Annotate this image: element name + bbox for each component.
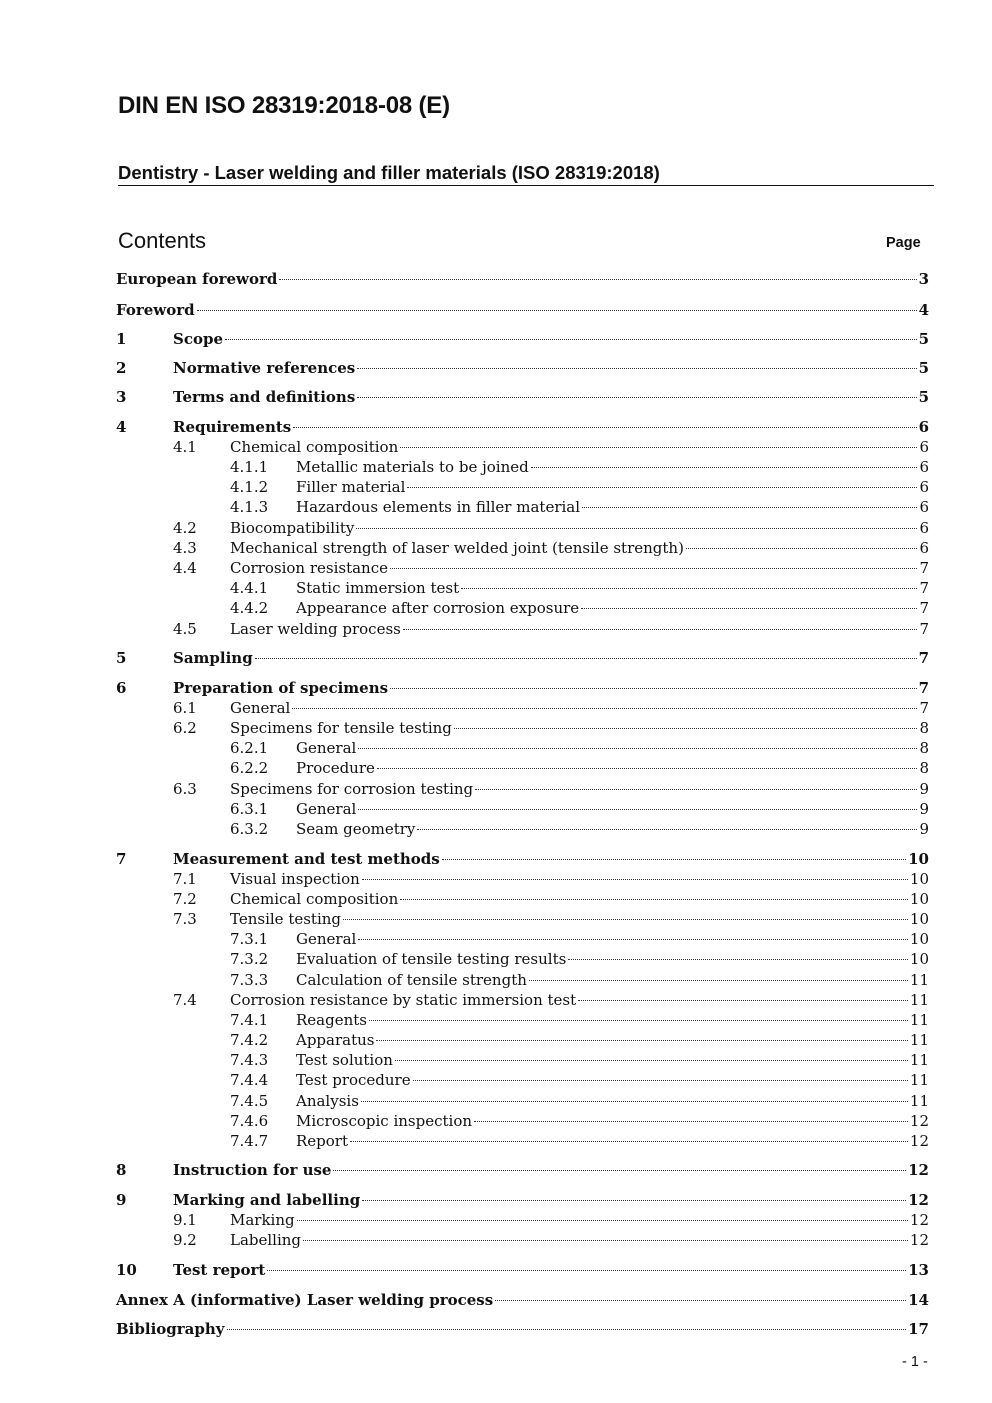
toc-dot-leader (390, 568, 917, 569)
toc-entry-title: Test solution (296, 1051, 393, 1069)
toc-entry[interactable] (116, 910, 929, 930)
toc-entry-title: Biocompatibility (230, 519, 355, 537)
toc-entry-number: 7.4.2 (230, 1031, 269, 1049)
toc-entry-number: 7.3.1 (230, 930, 269, 948)
toc-entry-page: 10 (909, 910, 929, 928)
toc-dot-leader (350, 1141, 908, 1142)
toc-dot-leader (413, 1080, 908, 1081)
toc-entry-page: 3 (918, 270, 929, 288)
toc-entry-title: Test report (173, 1261, 266, 1279)
toc-entry[interactable] (116, 890, 929, 910)
toc-entry-page: 6 (919, 458, 929, 476)
toc-entry-page: 12 (909, 1112, 929, 1130)
toc-entry-number: 4.1.3 (230, 498, 269, 516)
toc-entry-page: 10 (909, 890, 929, 908)
toc-entry-number: 4.2 (173, 519, 197, 537)
toc-entry-number: 4.3 (173, 539, 197, 557)
toc-entry-title: Appearance after corrosion exposure (296, 599, 580, 617)
toc-entry-page: 11 (909, 991, 929, 1009)
toc-dot-leader (400, 447, 917, 448)
toc-dot-leader (461, 588, 917, 589)
toc-entry-number: 7.4.5 (230, 1092, 269, 1110)
toc-entry-title: Foreword (116, 301, 195, 319)
toc-entry[interactable] (116, 870, 929, 890)
toc-entry-page: 11 (909, 1051, 929, 1069)
toc-entry-title: General (296, 930, 357, 948)
toc-entry-title: Bibliography (116, 1320, 225, 1338)
toc-entry-title: Measurement and test methods (173, 850, 440, 868)
toc-entry-page: 9 (919, 800, 929, 818)
toc-entry-number: 7.3.3 (230, 971, 269, 989)
toc-entry[interactable] (116, 579, 929, 599)
toc-dot-leader (369, 1020, 908, 1021)
toc-entry-title: Calculation of tensile strength (296, 971, 527, 989)
toc-entry-page: 6 (919, 498, 929, 516)
toc-entry[interactable] (116, 991, 929, 1011)
toc-entry[interactable] (116, 498, 929, 518)
toc-entry-number: 4.1 (173, 438, 197, 456)
toc-entry-title: Chemical composition (230, 890, 399, 908)
toc-entry-title: Marking (230, 1211, 295, 1229)
toc-entry-page: 6 (919, 539, 929, 557)
toc-entry[interactable] (116, 599, 929, 619)
toc-entry-page: 14 (908, 1291, 929, 1309)
toc-entry-number: 4.4.1 (230, 579, 269, 597)
toc-entry-title: Mechanical strength of laser welded joint (tensile strength) (230, 539, 684, 557)
toc-entry[interactable] (116, 539, 929, 559)
toc-entry-page: 13 (908, 1261, 929, 1279)
toc-dot-leader (568, 959, 908, 960)
toc-entry-number: 6.2.2 (230, 759, 269, 777)
toc-entry[interactable] (116, 1211, 929, 1231)
toc-entry-number: 8 (116, 1161, 127, 1179)
toc-entry-title: Marking and labelling (173, 1191, 361, 1209)
toc-entry-title: General (296, 739, 357, 757)
toc-dot-leader (293, 427, 916, 428)
toc-dot-leader (442, 859, 906, 860)
toc-entry-page: 7 (919, 559, 929, 577)
toc-entry-page: 12 (909, 1211, 929, 1229)
toc-entry[interactable] (116, 1132, 929, 1152)
toc-entry-page: 7 (919, 579, 929, 597)
toc-entry-page: 10 (908, 850, 929, 868)
toc-entry-page: 9 (919, 780, 929, 798)
toc-entry[interactable] (116, 800, 929, 820)
toc-entry-number: 7 (116, 850, 127, 868)
toc-entry-page: 12 (908, 1161, 929, 1179)
toc-entry-page: 12 (908, 1191, 929, 1209)
toc-entry-title: Metallic materials to be joined (296, 458, 529, 476)
toc-entry-title: General (296, 800, 357, 818)
toc-entry-title: Instruction for use (173, 1161, 332, 1179)
toc-dot-leader (227, 1329, 907, 1330)
toc-entry-number: 7.4.6 (230, 1112, 269, 1130)
toc-entry-number: 1 (116, 330, 127, 348)
toc-entry-page: 5 (918, 330, 929, 348)
toc-entry-number: 7.3.2 (230, 950, 269, 968)
document-subtitle: Dentistry - Laser welding and filler materials (ISO 28319:2018) (118, 162, 934, 186)
toc-entry-page: 8 (919, 739, 929, 757)
toc-entry-number: 7.4.3 (230, 1051, 269, 1069)
toc-entry-number: 6.1 (173, 699, 197, 717)
toc-entry-number: 6 (116, 679, 127, 697)
toc-entry-title: Specimens for corrosion testing (230, 780, 474, 798)
toc-dot-leader (495, 1300, 906, 1301)
toc-entry-number: 4.5 (173, 620, 197, 638)
toc-entry[interactable] (116, 559, 929, 579)
toc-entry[interactable] (116, 649, 929, 669)
toc-entry-number: 7.4.1 (230, 1011, 269, 1029)
toc-entry[interactable] (116, 359, 929, 379)
toc-entry-page: 17 (908, 1320, 929, 1338)
toc-dot-leader (225, 339, 917, 340)
toc-entry[interactable] (116, 930, 929, 950)
toc-entry-title: Seam geometry (296, 820, 416, 838)
toc-entry-title: Labelling (230, 1231, 302, 1249)
toc-entry-title: Chemical composition (230, 438, 399, 456)
toc-entry[interactable] (116, 519, 929, 539)
toc-entry-title: Test procedure (296, 1071, 411, 1089)
toc-entry-page: 6 (919, 478, 929, 496)
toc-entry[interactable] (116, 301, 929, 321)
toc-entry[interactable] (116, 270, 929, 290)
toc-dot-leader (303, 1240, 908, 1241)
toc-dot-leader (377, 768, 918, 769)
toc-entry[interactable] (116, 950, 929, 970)
toc-entry[interactable] (116, 620, 929, 640)
toc-dot-leader (475, 789, 917, 790)
toc-entry-title: Reagents (296, 1011, 367, 1029)
toc-entry[interactable] (116, 759, 929, 779)
toc-entry[interactable] (116, 478, 929, 498)
toc-entry-title: Normative references (173, 359, 356, 377)
toc-entry-page: 10 (909, 930, 929, 948)
toc-dot-leader (407, 487, 917, 488)
toc-dot-leader (395, 1060, 908, 1061)
toc-entry-number: 4 (116, 418, 127, 436)
toc-entry[interactable] (116, 418, 929, 438)
page-column-heading: Page (886, 235, 921, 251)
toc-entry-title: Laser welding process (230, 620, 401, 638)
toc-entry-page: 9 (919, 820, 929, 838)
toc-entry-page: 7 (919, 599, 929, 617)
toc-entry[interactable] (116, 1161, 929, 1181)
toc-entry[interactable] (116, 971, 929, 991)
toc-dot-leader (343, 919, 908, 920)
toc-dot-leader (686, 548, 918, 549)
toc-entry[interactable] (116, 388, 929, 408)
toc-entry[interactable] (116, 820, 929, 840)
toc-entry-page: 6 (918, 418, 929, 436)
toc-entry-number: 7.4.7 (230, 1132, 269, 1150)
toc-entry-page: 11 (909, 1071, 929, 1089)
toc-dot-leader (197, 310, 917, 311)
toc-entry-page: 8 (919, 719, 929, 737)
toc-entry-page: 11 (909, 1011, 929, 1029)
toc-dot-leader (578, 1000, 908, 1001)
toc-entry[interactable] (116, 699, 929, 719)
toc-entry-title: Scope (173, 330, 224, 348)
toc-entry[interactable] (116, 780, 929, 800)
toc-dot-leader (390, 688, 916, 689)
toc-entry[interactable] (116, 330, 929, 350)
toc-dot-leader (403, 629, 918, 630)
toc-entry-number: 2 (116, 359, 127, 377)
toc-entry-number: 5 (116, 649, 127, 667)
toc-entry-page: 7 (919, 620, 929, 638)
toc-entry-page: 10 (909, 950, 929, 968)
toc-entry-title: Microscopic inspection (296, 1112, 473, 1130)
toc-entry[interactable] (116, 719, 929, 739)
toc-entry[interactable] (116, 1112, 929, 1132)
toc-entry-number: 4.1.1 (230, 458, 269, 476)
toc-dot-leader (581, 608, 917, 609)
toc-entry[interactable] (116, 679, 929, 699)
toc-entry-number: 9.2 (173, 1231, 197, 1249)
toc-entry[interactable] (116, 1092, 929, 1112)
toc-entry[interactable] (116, 1291, 929, 1311)
toc-entry-number: 4.4 (173, 559, 197, 577)
toc-entry[interactable] (116, 739, 929, 759)
toc-entry-number: 7.4 (173, 991, 197, 1009)
toc-entry-number: 7.4.4 (230, 1071, 269, 1089)
toc-entry-page: 5 (918, 359, 929, 377)
toc-dot-leader (362, 879, 908, 880)
toc-dot-leader (267, 1270, 906, 1271)
toc-entry[interactable] (116, 1191, 929, 1211)
toc-entry[interactable] (116, 438, 929, 458)
toc-dot-leader (358, 748, 917, 749)
toc-dot-leader (357, 368, 916, 369)
toc-entry-title: Hazardous elements in filler material (296, 498, 581, 516)
toc-dot-leader (333, 1170, 906, 1171)
toc-dot-leader (529, 980, 908, 981)
toc-entry-page: 11 (909, 1031, 929, 1049)
toc-dot-leader (531, 467, 918, 468)
toc-entry[interactable] (116, 1051, 929, 1071)
toc-dot-leader (279, 279, 916, 280)
toc-entry-title: Analysis (296, 1092, 359, 1110)
toc-entry[interactable] (116, 458, 929, 478)
toc-dot-leader (356, 528, 917, 529)
toc-dot-leader (362, 1200, 906, 1201)
toc-entry-page: 11 (909, 1092, 929, 1110)
toc-entry[interactable] (116, 1071, 929, 1091)
toc-entry-title: Procedure (296, 759, 375, 777)
toc-entry-title: Static immersion test (296, 579, 460, 597)
page-number-footer: - 1 - (902, 1354, 928, 1370)
toc-entry-page: 7 (919, 699, 929, 717)
toc-dot-leader (361, 1101, 908, 1102)
toc-entry-page: 12 (909, 1231, 929, 1249)
toc-entry-title: Annex A (informative) Laser welding process (116, 1291, 494, 1309)
toc-entry-number: 6.2.1 (230, 739, 269, 757)
toc-entry-page: 7 (918, 679, 929, 697)
toc-entry-number: 9.1 (173, 1211, 197, 1229)
toc-entry-title: Filler material (296, 478, 406, 496)
toc-entry-page: 12 (909, 1132, 929, 1150)
toc-entry-number: 4.1.2 (230, 478, 269, 496)
contents-heading: Contents (118, 228, 207, 253)
toc-entry-page: 5 (918, 388, 929, 406)
toc-entry[interactable] (116, 1031, 929, 1051)
toc-entry[interactable] (116, 1320, 929, 1340)
toc-entry-number: 4.4.2 (230, 599, 269, 617)
toc-entry-title: Report (296, 1132, 349, 1150)
toc-dot-leader (255, 658, 917, 659)
toc-entry[interactable] (116, 1231, 929, 1251)
toc-entry-number: 6.2 (173, 719, 197, 737)
toc-entry-page: 6 (919, 438, 929, 456)
toc-dot-leader (582, 507, 917, 508)
toc-entry-title: General (230, 699, 291, 717)
toc-entry-title: Visual inspection (230, 870, 360, 888)
toc-entry-page: 7 (918, 649, 929, 667)
toc-dot-leader (297, 1220, 908, 1221)
toc-entry-title: European foreword (116, 270, 278, 288)
toc-entry[interactable] (116, 1261, 929, 1281)
toc-entry-page: 11 (909, 971, 929, 989)
toc-entry-number: 7.2 (173, 890, 197, 908)
toc-dot-leader (376, 1040, 907, 1041)
toc-entry-page: 4 (918, 301, 929, 319)
toc-entry-number: 6.3 (173, 780, 197, 798)
toc-dot-leader (358, 809, 917, 810)
toc-entry-title: Corrosion resistance by static immersion test (230, 991, 577, 1009)
toc-entry-title: Terms and definitions (173, 388, 356, 406)
toc-dot-leader (454, 728, 918, 729)
toc-entry-title: Evaluation of tensile testing results (296, 950, 567, 968)
toc-entry-title: Preparation of specimens (173, 679, 389, 697)
toc-dot-leader (400, 899, 908, 900)
toc-entry-page: 8 (919, 759, 929, 777)
toc-entry-number: 10 (116, 1261, 137, 1279)
toc-entry-title: Corrosion resistance (230, 559, 388, 577)
toc-dot-leader (357, 397, 916, 398)
toc-entry[interactable] (116, 850, 929, 870)
toc-entry-title: Apparatus (296, 1031, 375, 1049)
toc-entry-number: 7.3 (173, 910, 197, 928)
toc-entry-number: 7.1 (173, 870, 197, 888)
toc-dot-leader (474, 1121, 908, 1122)
toc-entry-title: Sampling (173, 649, 253, 667)
toc-entry-title: Tensile testing (230, 910, 342, 928)
toc-dot-leader (417, 829, 917, 830)
toc-entry-number: 6.3.1 (230, 800, 269, 818)
toc-entry-number: 9 (116, 1191, 127, 1209)
toc-entry[interactable] (116, 1011, 929, 1031)
toc-dot-leader (358, 939, 908, 940)
toc-entry-number: 3 (116, 388, 127, 406)
toc-entry-title: Requirements (173, 418, 292, 436)
document-title: DIN EN ISO 28319:2018-08 (E) (118, 92, 450, 119)
toc-entry-number: 6.3.2 (230, 820, 269, 838)
toc-entry-title: Specimens for tensile testing (230, 719, 452, 737)
toc-entry-page: 6 (919, 519, 929, 537)
toc-dot-leader (292, 708, 917, 709)
toc-entry-page: 10 (909, 870, 929, 888)
